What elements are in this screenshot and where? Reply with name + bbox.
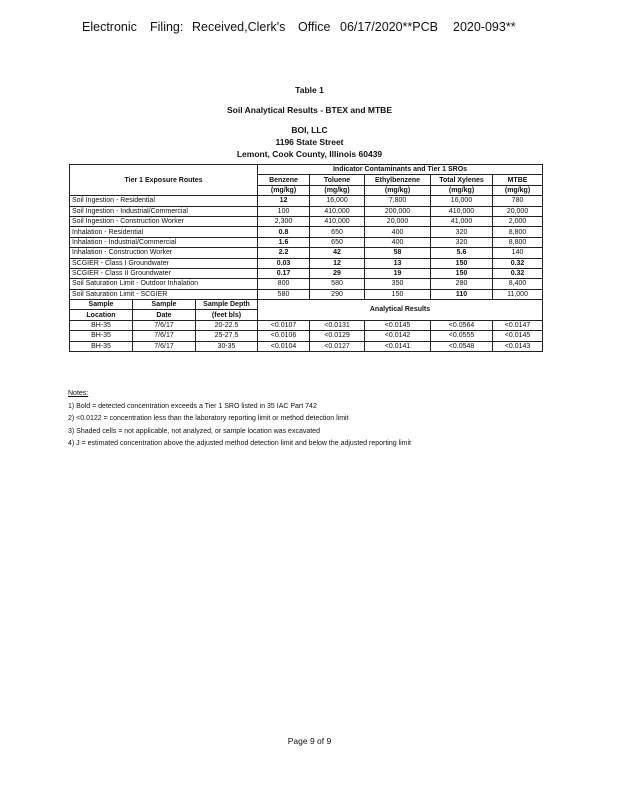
column-unit: (mg/kg) xyxy=(258,185,310,195)
result-value: <0.0145 xyxy=(493,331,543,341)
table-number: Table 1 xyxy=(295,85,324,95)
sro-row xyxy=(70,258,543,268)
column-unit: (mg/kg) xyxy=(493,185,543,195)
result-value: <0.0131 xyxy=(310,320,365,330)
note-item: 2) <0.0122 = concentration less than the laboratory reporting limit or method detection limit xyxy=(68,415,349,422)
sro-value: 780 xyxy=(493,196,543,206)
sro-value: 58 xyxy=(365,248,431,258)
sample-row xyxy=(70,341,543,351)
sro-value: 100 xyxy=(258,206,310,216)
sro-value: 400 xyxy=(365,237,431,247)
header-case: 2020-093** xyxy=(453,20,516,34)
sample-header-row xyxy=(70,300,543,310)
sro-value: 320 xyxy=(431,237,493,247)
result-value: <0.0141 xyxy=(365,341,431,351)
column-unit: (mg/kg) xyxy=(310,185,365,195)
route-label: Soil Ingestion - Industrial/Commercial xyxy=(70,206,258,216)
sro-value: 12 xyxy=(258,196,310,206)
note-item: 3) Shaded cells = not applicable, not analyzed, or sample location was excavated xyxy=(68,427,320,435)
sro-value: 7,800 xyxy=(365,196,431,206)
sample-depth: 20-22.5 xyxy=(196,320,258,330)
route-label: SCGIER - Class II Groundwater xyxy=(70,268,258,278)
indicator-header: Indicator Contaminants and Tier 1 SROs xyxy=(258,165,543,175)
sro-value: 410,000 xyxy=(310,206,365,216)
result-value: <0.0142 xyxy=(365,331,431,341)
sro-value: 410,000 xyxy=(310,216,365,226)
sro-row xyxy=(70,196,543,206)
sro-value: 2,000 xyxy=(493,216,543,226)
note-item: 1) Bold = detected concentration exceeds a Tier 1 SRO listed in 35 IAC Part 742 xyxy=(68,402,317,410)
sro-value: 150 xyxy=(431,258,493,268)
route-label: SCGIER - Class I Groundwater xyxy=(70,258,258,268)
result-value: <0.0147 xyxy=(493,320,543,330)
sro-value: 0.03 xyxy=(258,258,310,268)
sample-date: 7/6/17 xyxy=(133,320,196,330)
sro-value: 0.17 xyxy=(258,268,310,278)
sro-value: 2,300 xyxy=(258,216,310,226)
sro-value: 0.32 xyxy=(493,258,543,268)
sample-depth: 30-35 xyxy=(196,341,258,351)
route-label: Soil Saturation Limit - Outdoor Inhalation xyxy=(70,279,258,289)
notes-heading: Notes: xyxy=(68,390,89,397)
result-value: <0.0107 xyxy=(258,320,310,330)
sro-value: 8,800 xyxy=(493,237,543,247)
sro-value: 20,000 xyxy=(365,216,431,226)
result-value: <0.0104 xyxy=(258,341,310,351)
notes-section xyxy=(68,388,411,451)
sample-date: 7/6/17 xyxy=(133,331,196,341)
site-city: Lemont, Cook County, Illinois 60439 xyxy=(236,149,383,159)
sro-value: 650 xyxy=(310,227,365,237)
result-value: <0.0564 xyxy=(431,320,493,330)
column-unit: (mg/kg) xyxy=(365,185,431,195)
sro-value: 1.6 xyxy=(258,237,310,247)
sro-value: 16,000 xyxy=(431,196,493,206)
result-value: <0.0143 xyxy=(493,341,543,351)
sro-value: 410,000 xyxy=(431,206,493,216)
sample-date-header: Date xyxy=(133,310,196,320)
sro-value: 19 xyxy=(365,268,431,278)
filing-header xyxy=(0,20,619,38)
sample-date-header: Sample xyxy=(133,300,196,310)
sro-value: 140 xyxy=(493,248,543,258)
sro-value: 290 xyxy=(310,289,365,299)
result-value: <0.0106 xyxy=(258,331,310,341)
routes-header: Tier 1 Exposure Routes xyxy=(70,165,258,196)
route-label: Inhalation - Residential xyxy=(70,227,258,237)
sro-row xyxy=(70,237,543,247)
sro-value: 800 xyxy=(258,279,310,289)
sample-location-header: Location xyxy=(70,310,133,320)
page-number: Page 9 of 9 xyxy=(287,736,332,746)
sample-row xyxy=(70,331,543,341)
sro-value: 5.6 xyxy=(431,248,493,258)
column-name: Total Xylenes xyxy=(431,175,493,185)
sro-row xyxy=(70,248,543,258)
result-value: <0.0145 xyxy=(365,320,431,330)
note-item: 4) J = estimated concentration above the adjusted method detection limit and below the adjusted reporting limit xyxy=(68,440,412,447)
sro-value: 580 xyxy=(258,289,310,299)
route-label: Soil Saturation Limit - SCGIER xyxy=(70,289,258,299)
sample-depth: 25-27.5 xyxy=(196,331,258,341)
sro-row xyxy=(70,279,543,289)
column-name: Toluene xyxy=(310,175,365,185)
column-name: Benzene xyxy=(258,175,310,185)
result-value: <0.0129 xyxy=(310,331,365,341)
company-name: BOI, LLC xyxy=(291,125,328,135)
column-unit: (mg/kg) xyxy=(431,185,493,195)
column-name: MTBE xyxy=(493,175,543,185)
sro-value: 0.8 xyxy=(258,227,310,237)
column-name: Ethylbenzene xyxy=(365,175,431,185)
sample-row xyxy=(70,320,543,330)
sample-location: BH-35 xyxy=(70,331,133,341)
sample-depth-header: Sample Depth xyxy=(196,300,258,310)
sample-depth-header: (feet bls) xyxy=(196,310,258,320)
sro-value: 2.2 xyxy=(258,248,310,258)
header-received: Received,Clerk's xyxy=(192,20,286,34)
sro-value: 280 xyxy=(431,279,493,289)
result-value: <0.0555 xyxy=(431,331,493,341)
route-label: Inhalation - Industrial/Commercial xyxy=(70,237,258,247)
sro-value: 20,000 xyxy=(493,206,543,216)
sample-location: BH-35 xyxy=(70,320,133,330)
sro-value: 16,000 xyxy=(310,196,365,206)
sro-value: 11,000 xyxy=(493,289,543,299)
header-date: 06/17/2020**PCB xyxy=(340,20,438,34)
sro-row xyxy=(70,227,543,237)
sro-value: 350 xyxy=(365,279,431,289)
sro-value: 41,000 xyxy=(431,216,493,226)
result-value: <0.0127 xyxy=(310,341,365,351)
route-label: Soil Ingestion - Residential xyxy=(70,196,258,206)
sample-date: 7/6/17 xyxy=(133,341,196,351)
sro-value: 580 xyxy=(310,279,365,289)
table-header-row xyxy=(70,165,543,175)
result-value: <0.0548 xyxy=(431,341,493,351)
route-label: Inhalation - Construction Worker xyxy=(70,248,258,258)
sro-row xyxy=(70,268,543,278)
sample-location: BH-35 xyxy=(70,341,133,351)
sro-row xyxy=(70,216,543,226)
sro-value: 650 xyxy=(310,237,365,247)
analytical-results-header: Analytical Results xyxy=(258,300,543,321)
sro-row xyxy=(70,289,543,299)
sro-row xyxy=(70,206,543,216)
sro-value: 150 xyxy=(365,289,431,299)
header-filing: Filing: xyxy=(150,20,184,34)
sro-value: 320 xyxy=(431,227,493,237)
sro-value: 13 xyxy=(365,258,431,268)
sro-value: 200,000 xyxy=(365,206,431,216)
header-office: Office xyxy=(298,20,331,34)
sro-value: 8,800 xyxy=(493,227,543,237)
sro-value: 0.32 xyxy=(493,268,543,278)
sro-value: 42 xyxy=(310,248,365,258)
site-address: 1196 State Street xyxy=(275,137,344,147)
sro-value: 12 xyxy=(310,258,365,268)
sro-value: 29 xyxy=(310,268,365,278)
sro-value: 150 xyxy=(431,268,493,278)
sro-value: 400 xyxy=(365,227,431,237)
table-title-block xyxy=(0,84,619,160)
soil-results-table xyxy=(69,164,543,352)
header-electronic: Electronic xyxy=(82,20,137,34)
sro-value: 110 xyxy=(431,289,493,299)
route-label: Soil Ingestion - Construction Worker xyxy=(70,216,258,226)
sro-value: 8,400 xyxy=(493,279,543,289)
table-subtitle: Soil Analytical Results - BTEX and MTBE xyxy=(227,105,392,115)
sample-location-header: Sample xyxy=(70,300,133,310)
